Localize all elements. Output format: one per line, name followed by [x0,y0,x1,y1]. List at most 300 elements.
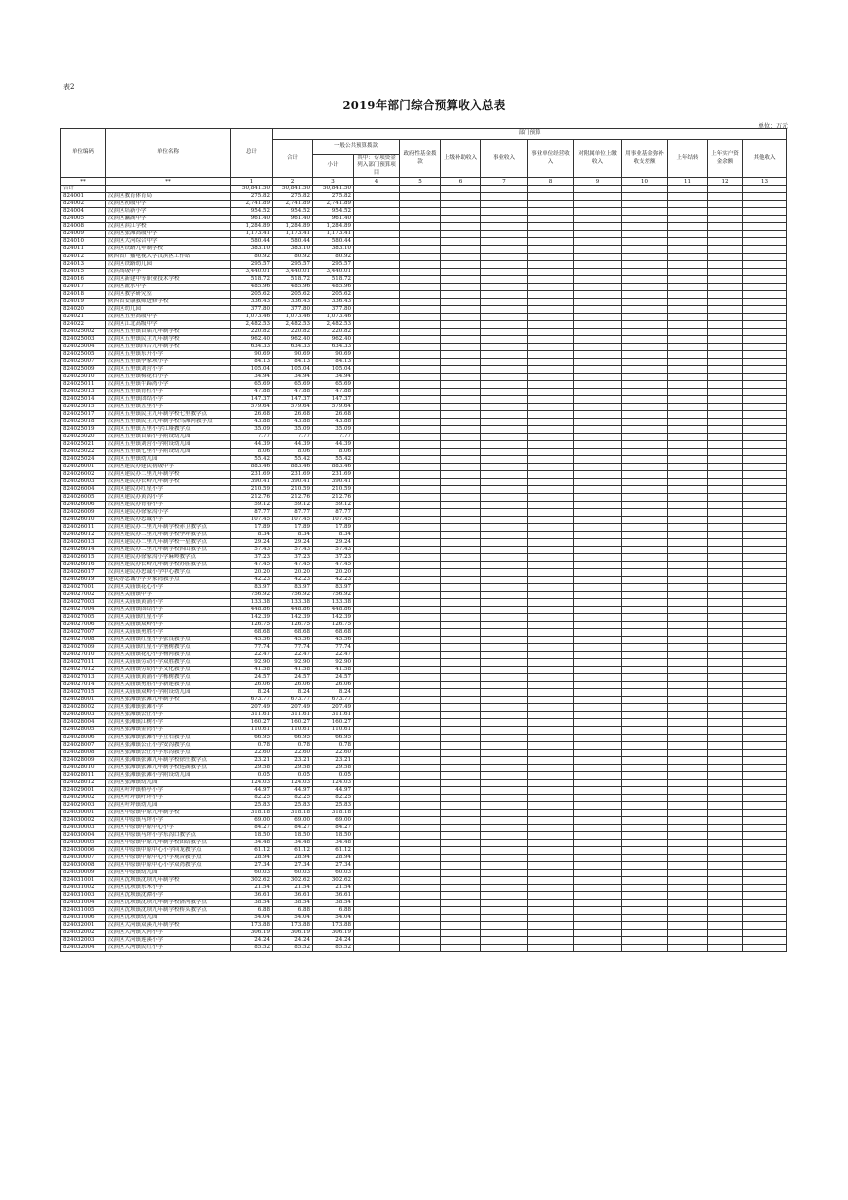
empty-cell [400,441,441,449]
subtotal-cell: 43.88 [273,418,313,426]
empty-cell [622,441,668,449]
total-cell: 18.50 [231,832,273,840]
empty-cell [668,509,708,517]
subtotal-cell: 47.88 [273,388,313,396]
empty-cell [622,539,668,547]
unit-code-cell: 824027010 [61,651,106,659]
empty-cell [574,809,622,817]
empty-cell [354,854,400,862]
table-row [61,749,787,757]
empty-cell [622,366,668,374]
empty-cell [743,944,787,952]
empty-cell [708,576,743,584]
empty-cell [622,215,668,223]
total-cell: 24.57 [231,674,273,682]
table-row [61,659,787,667]
empty-cell [708,569,743,577]
unit-code-cell: 824026004 [61,486,106,494]
unit-name-cell: 汉滨区建民办二里九年制学校西山教学点 [106,546,231,554]
empty-cell [668,839,708,847]
empty-cell [708,336,743,344]
empty-cell [622,832,668,840]
empty-cell [441,764,481,772]
empty-cell [400,674,441,682]
empty-cell [528,944,574,952]
empty-cell [574,208,622,216]
unit-name-cell: 汉滨区关庙镇红星小学 [106,614,231,622]
empty-cell [708,261,743,269]
empty-cell [528,884,574,892]
gp-subtotal-cell: 231.69 [313,471,354,479]
empty-cell [574,742,622,750]
empty-cell [528,298,574,306]
empty-cell [528,689,574,697]
unit-code-cell: 824025022 [61,448,106,456]
table-row [61,666,787,674]
empty-cell [354,403,400,411]
empty-cell [743,719,787,727]
empty-cell [481,223,528,231]
table-row [61,689,787,697]
empty-cell [441,554,481,562]
gp-subtotal-cell: 83.97 [313,584,354,592]
empty-cell [400,448,441,456]
unit-code-cell: 824005 [61,215,106,223]
subtotal-cell: 29.24 [273,539,313,547]
empty-cell [528,433,574,441]
unit-name-cell: 建民办忠诚小学罗家湾教学点 [106,576,231,584]
unit-name-cell: 汉滨区关庙镇劳动小学双胜教学点 [106,659,231,667]
empty-cell [528,215,574,223]
unit-name-cell: 汉滨区张滩镇公正小学东沟教学点 [106,749,231,757]
total-cell: 673.77 [231,696,273,704]
empty-cell [354,576,400,584]
empty-cell [400,726,441,734]
empty-cell [354,862,400,870]
gp-subtotal-cell: 47.88 [313,388,354,396]
table-row [61,200,787,208]
empty-cell [574,276,622,284]
empty-cell [708,606,743,614]
empty-cell [708,215,743,223]
empty-cell [528,787,574,795]
unit-code-cell: 824026001 [61,463,106,471]
empty-cell [400,358,441,366]
total-cell: 34.94 [231,373,273,381]
unit-name-cell: 汉滨区建民办忠诚小学中心教学点 [106,569,231,577]
empty-cell [481,674,528,682]
empty-cell [528,396,574,404]
empty-cell [668,403,708,411]
empty-cell [668,381,708,389]
empty-cell [354,381,400,389]
empty-cell [708,629,743,637]
empty-cell [574,749,622,757]
empty-cell [668,629,708,637]
gp-subtotal-cell: 57.43 [313,546,354,554]
empty-cell [622,569,668,577]
empty-cell [400,689,441,697]
empty-cell [622,261,668,269]
unit-name-cell: 汉滨区铁路幼儿园 [106,261,231,269]
table-row [61,839,787,847]
empty-cell [354,313,400,321]
empty-cell [574,847,622,855]
empty-cell [481,944,528,952]
total-cell: 6.88 [231,907,273,915]
empty-cell [668,230,708,238]
empty-cell [743,787,787,795]
gp-subtotal-cell: 69.00 [313,817,354,825]
col-op-income: 事业单位经营收入 [528,140,574,178]
unit-name-cell: 汉滨区五里镇刘营小学附设幼儿园 [106,441,231,449]
subtotal-cell: 962.40 [273,336,313,344]
empty-cell [574,456,622,464]
empty-cell [354,764,400,772]
empty-cell [574,914,622,922]
subtotal-cell: 20.20 [273,569,313,577]
empty-cell [668,862,708,870]
gp-subtotal-cell: 142.39 [313,614,354,622]
table-row [61,223,787,231]
col-gp-subtotal: 小计 [313,155,354,178]
column-index-cell: ** [106,178,231,186]
empty-cell [528,185,574,193]
empty-cell [441,418,481,426]
empty-cell [708,268,743,276]
unit-code-cell: 824013 [61,261,106,269]
empty-cell [622,388,668,396]
gp-subtotal-cell: 8.34 [313,531,354,539]
subtotal-cell: 38.54 [273,899,313,907]
subtotal-cell: 69.00 [273,817,313,825]
empty-cell [668,599,708,607]
table-row [61,569,787,577]
table-row [61,674,787,682]
empty-cell [528,899,574,907]
empty-cell [574,403,622,411]
empty-cell [354,306,400,314]
table-row [61,779,787,787]
empty-cell [481,486,528,494]
unit-name-cell: 汉滨区五里镇牛蹄湾小学 [106,381,231,389]
unit-code-cell: 824025020 [61,433,106,441]
col-upper-subsidy: 上级补助收入 [441,140,481,178]
empty-cell [668,433,708,441]
empty-cell [441,531,481,539]
empty-cell [481,200,528,208]
empty-cell [481,802,528,810]
empty-cell [668,659,708,667]
total-cell: 54.04 [231,914,273,922]
empty-cell [574,388,622,396]
empty-cell [622,944,668,952]
empty-cell [354,230,400,238]
total-cell: 60.03 [231,869,273,877]
empty-cell [441,914,481,922]
empty-cell [481,734,528,742]
empty-cell [743,884,787,892]
empty-cell [481,343,528,351]
empty-cell [481,659,528,667]
gp-subtotal-cell: 1,284.89 [313,223,354,231]
gp-subtotal-cell: 160.27 [313,719,354,727]
empty-cell [528,644,574,652]
empty-cell [354,704,400,712]
unit-code-cell: 824032004 [61,944,106,952]
empty-cell [528,614,574,622]
empty-cell [574,666,622,674]
empty-cell [400,200,441,208]
empty-cell [400,749,441,757]
empty-cell [400,478,441,486]
table-row [61,944,787,952]
empty-cell [708,208,743,216]
table-row [61,373,787,381]
empty-cell [481,636,528,644]
empty-cell [528,381,574,389]
total-cell: 160.27 [231,719,273,727]
total-cell: 579.64 [231,403,273,411]
gp-subtotal-cell: 147.37 [313,396,354,404]
empty-cell [354,787,400,795]
gp-subtotal-cell: 634.33 [313,343,354,351]
table-row [61,509,787,517]
empty-cell [622,433,668,441]
empty-cell [400,531,441,539]
empty-cell [354,809,400,817]
subtotal-cell: 883.46 [273,463,313,471]
empty-cell [400,463,441,471]
empty-cell [574,689,622,697]
empty-cell [481,366,528,374]
empty-cell [622,794,668,802]
unit-code-cell: 824027004 [61,606,106,614]
empty-cell [708,546,743,554]
empty-cell [574,832,622,840]
empty-cell [708,681,743,689]
total-cell: 2,741.89 [231,200,273,208]
unit-name-cell: 汉滨区建民办青春小学 [106,501,231,509]
empty-cell [574,328,622,336]
empty-cell [574,554,622,562]
empty-cell [400,832,441,840]
empty-cell [668,944,708,952]
empty-cell [354,629,400,637]
empty-cell [354,847,400,855]
empty-cell [668,238,708,246]
empty-cell [708,396,743,404]
table-row [61,253,787,261]
empty-cell [441,599,481,607]
empty-cell [708,245,743,253]
empty-cell [528,471,574,479]
empty-cell [622,245,668,253]
empty-cell [528,877,574,885]
empty-cell [574,636,622,644]
table-row [61,433,787,441]
table-row [61,381,787,389]
empty-cell [528,914,574,922]
empty-cell [481,772,528,780]
subtotal-cell: 61.12 [273,847,313,855]
subtotal-cell: 126.75 [273,621,313,629]
empty-cell [743,230,787,238]
empty-cell [708,200,743,208]
empty-cell [743,757,787,765]
empty-cell [708,494,743,502]
empty-cell [708,666,743,674]
table-row [61,561,787,569]
unit-code-cell: 824028005 [61,726,106,734]
gp-subtotal-cell: 41.58 [313,666,354,674]
empty-cell [574,772,622,780]
empty-cell [354,869,400,877]
empty-cell [400,764,441,772]
total-cell: 65.69 [231,381,273,389]
empty-cell [481,689,528,697]
table-row [61,599,787,607]
gp-subtotal-cell: 24.57 [313,674,354,682]
unit-code-cell: 824029001 [61,787,106,795]
total-cell: 37.23 [231,554,273,562]
empty-cell [528,832,574,840]
empty-cell [441,223,481,231]
unit-name-cell: 汉滨区张滩镇张滩小学附设幼儿园 [106,772,231,780]
empty-cell [528,245,574,253]
subtotal-cell: 90.69 [273,351,313,359]
empty-cell [441,621,481,629]
column-index-cell: 6 [441,178,481,186]
table-row [61,576,787,584]
gp-subtotal-cell: 318.18 [313,809,354,817]
gp-subtotal-cell: 485.96 [313,283,354,291]
empty-cell [441,674,481,682]
empty-cell [708,591,743,599]
table-row [61,606,787,614]
empty-cell [441,456,481,464]
total-cell: 38.54 [231,899,273,907]
empty-cell [743,291,787,299]
empty-cell [622,899,668,907]
unit-code-cell: 824030008 [61,862,106,870]
empty-cell [354,719,400,727]
empty-cell [622,185,668,193]
col-prior-fund: 上年实户资金余额 [708,140,743,178]
unit-code-cell: 824032003 [61,937,106,945]
empty-cell [622,494,668,502]
empty-cell [481,711,528,719]
total-cell: 336.43 [231,298,273,306]
total-cell: 29.58 [231,764,273,772]
empty-cell [574,659,622,667]
empty-cell [708,313,743,321]
table-row [61,914,787,922]
unit-code-cell: 824017 [61,283,106,291]
empty-cell [441,832,481,840]
empty-cell [441,501,481,509]
subtotal-cell: 318.18 [273,809,313,817]
gp-subtotal-cell: 21.54 [313,884,354,892]
empty-cell [743,358,787,366]
empty-cell [708,884,743,892]
empty-cell [528,809,574,817]
col-total: 总计 [231,129,273,178]
empty-cell [400,501,441,509]
unit-code-cell: 824027012 [61,666,106,674]
empty-cell [354,817,400,825]
empty-cell [668,704,708,712]
empty-cell [441,899,481,907]
total-cell: 59.12 [231,501,273,509]
subtotal-cell: 29.58 [273,764,313,772]
gp-subtotal-cell: 84.27 [313,824,354,832]
empty-cell [708,388,743,396]
subtotal-cell: 961.40 [273,215,313,223]
empty-cell [354,486,400,494]
empty-cell [622,719,668,727]
subtotal-cell: 22.47 [273,651,313,659]
empty-cell [708,599,743,607]
empty-cell [574,839,622,847]
gp-subtotal-cell: 295.57 [313,261,354,269]
empty-cell [743,794,787,802]
total-cell: 27.34 [231,862,273,870]
empty-cell [668,463,708,471]
empty-cell [441,245,481,253]
empty-cell [622,516,668,524]
subtotal-cell: 47.45 [273,561,313,569]
empty-cell [400,336,441,344]
empty-cell [354,907,400,915]
unit-name-cell: 汉滨区教学研究室 [106,291,231,299]
table-row [61,877,787,885]
empty-cell [708,824,743,832]
gp-subtotal-cell: 673.77 [313,696,354,704]
unit-name-cell: 汉滨区五里镇五里小学江垭教学点 [106,426,231,434]
empty-cell [481,742,528,750]
subtotal-cell: 87.77 [273,509,313,517]
unit-name-cell: 汉滨区培新小学 [106,208,231,216]
empty-cell [528,531,574,539]
empty-cell [743,854,787,862]
total-cell: 61.12 [231,847,273,855]
empty-cell [481,644,528,652]
table-row [61,456,787,464]
total-cell: 44.97 [231,787,273,795]
empty-cell [481,411,528,419]
gp-subtotal-cell: 1,073.46 [313,313,354,321]
empty-cell [622,749,668,757]
subtotal-cell: 28.94 [273,854,313,862]
empty-cell [622,268,668,276]
empty-cell [743,411,787,419]
empty-cell [574,336,622,344]
unit-name-cell: 汉滨区中原镇中原中心小学回龙教学点 [106,847,231,855]
empty-cell [668,636,708,644]
empty-cell [622,283,668,291]
unit-name-cell: 汉滨区沈坝镇沈坝九年制学校桥头教学点 [106,907,231,915]
total-cell: 34.48 [231,839,273,847]
empty-cell [441,291,481,299]
total-cell: 26.68 [231,411,273,419]
empty-cell [668,351,708,359]
empty-cell [481,516,528,524]
gp-subtotal-cell: 377.80 [313,306,354,314]
empty-cell [622,456,668,464]
empty-cell [400,681,441,689]
empty-cell [400,576,441,584]
